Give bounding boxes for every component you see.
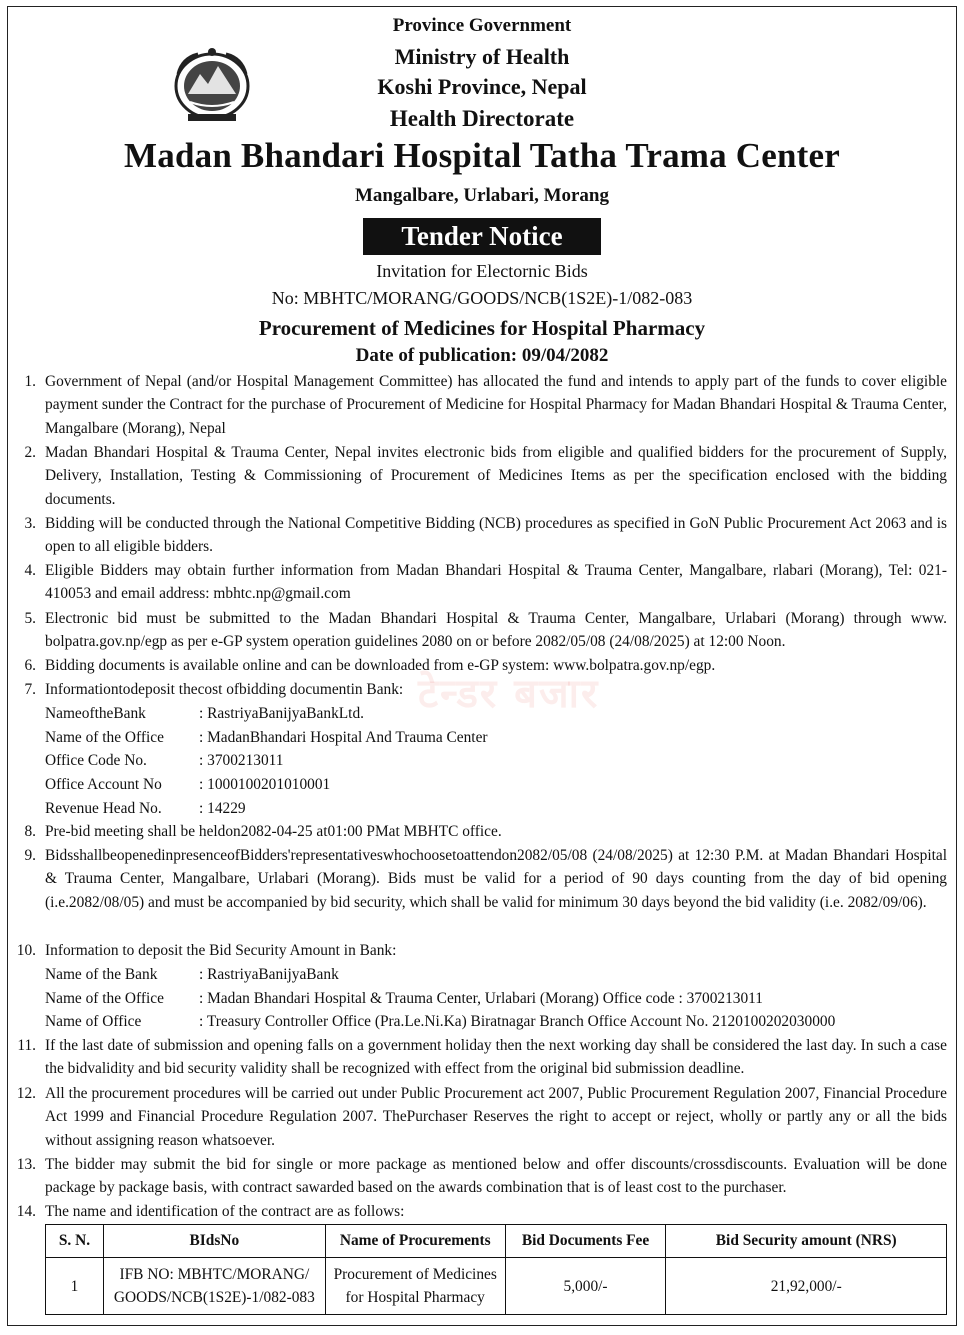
item-text: BidsshallbeopenedinpresenceofBidders'representativeswhochoosetoattendon2082/05/08 (24/08/2025) at 12:30 P.M. at Madan Bhandari Hospital & Trauma Center, Mangalbare, Urlabari (Morang). Bids must be valid for a period of 90 days counting from the day of bid opening (i.e.2082/08/05) and must be accompanied by bid security, which shall be valid for minimum 30 days beyond the bid validity (i.e. 2082/09/06).: [45, 847, 947, 911]
item-number: 4.: [24, 562, 36, 579]
bank-field-label: Office Account No: [45, 776, 162, 793]
hospital-address: Mangalbare, Urlabari, Morang: [354, 185, 609, 206]
bank-security-row: [45, 987, 763, 1010]
bank-field-value: : Madan Bhandari Hospital & Trauma Center, Urlabari (Morang) Office code : 3700213011: [199, 990, 764, 1007]
item-number: 1.: [24, 373, 36, 390]
procurement-title: Procurement of Medicines for Hospital Pharmacy: [258, 316, 706, 340]
item-text: Information to deposit the Bid Security Amount in Bank:: [45, 942, 397, 959]
notice-number: No: MBHTC/MORANG/GOODS/NCB(1S2E)-1/082-083: [271, 288, 693, 308]
bank-field-label: Office Code No.: [45, 752, 147, 769]
bank-security-row: [45, 963, 339, 986]
bank-field-value: : 3700213011: [199, 752, 284, 769]
bank-cost-row: [45, 749, 284, 772]
cell-bid-no: [103, 1258, 325, 1315]
bank-cost-row: [45, 773, 330, 796]
procurement-name-line: Procurement of Medicines: [333, 1266, 497, 1283]
item-number: 8.: [24, 823, 36, 840]
item-text: If the last date of submission and opening falls on a government holiday then the next working day shall be considered the last day. In such a case the bidvalidity and bid security validity shall be recognized with effect from the original bid submission deadline.: [45, 1037, 947, 1078]
bank-field-label: Name of Office: [45, 1013, 142, 1030]
bank-security-row: [45, 1010, 835, 1033]
bank-cost-row: [45, 702, 364, 725]
item-number: 7.: [24, 681, 36, 698]
column-header: Bid Documents Fee: [505, 1225, 666, 1258]
bank-cost-row: [45, 726, 488, 749]
item-text: All the procurement procedures will be carried out under Public Procurement act 2007, Public Procurement Regulation 2007, Financial Procedure Act 1999 and Financial Procedure Regulation 2007. ThePurchaser Reserves the right to accept or reject, wholly or partly any or all the bids without assigning reason whatsoever.: [45, 1085, 947, 1149]
item-text: Eligible Bidders may obtain further information from Madan Bhandari Hospital & Trauma Center, Mangalbare, rlabari (Morang), Tel: 021-410053 and email address: mbhtc.np@gmail.com: [45, 562, 947, 603]
bank-field-label: Name of the Office: [45, 990, 164, 1007]
header-directorate: Health Directorate: [389, 106, 575, 131]
bank-field-label: Revenue Head No.: [45, 800, 162, 817]
cell-security-amount: 21,92,000/-: [666, 1258, 947, 1315]
item-text: The name and identification of the contract are as follows:: [45, 1203, 405, 1220]
item-text: Government of Nepal (and/or Hospital Management Committee) has allocated the fund and intends to apply part of the funds to cover eligible payment sunder the Contract for the purchase of Procurement of Medicine for Hospital Pharmacy for Madan Bhandari Hospital & Trauma Center, Mangalbare (Morang), Nepal: [45, 373, 947, 437]
item-number: 6.: [24, 657, 36, 674]
item-text: Bidding will be conducted through the National Competitive Bidding (NCB) procedures as specified in GoN Public Procurement Act 2063 and is open to all eligible bidders.: [45, 515, 947, 556]
bank-field-label: NameoftheBank: [45, 705, 146, 722]
item-number: 14.: [16, 1203, 36, 1220]
invitation-line: Invitation for Electornic Bids: [376, 261, 588, 281]
bank-field-value: : 1000100201010001: [199, 776, 331, 793]
item-text: Madan Bhandari Hospital & Trauma Center, Nepal invites electronic bids from eligible and qualified bidders for the procurement of Supply, Delivery, Installation, Testing & Commissioning of Procurement of Medicines Items as per the specification enclosed with the bidding documents.: [45, 444, 947, 508]
item-number: 2.: [24, 444, 36, 461]
bank-cost-row: [45, 797, 246, 820]
tender-notice-title: Tender Notice: [363, 218, 601, 255]
item-number: 5.: [24, 610, 36, 627]
item-text: Informationtodeposit thecost ofbidding documentin Bank:: [45, 681, 404, 698]
item-text: Electronic bid must be submitted to the Madan Bhandari Hospital & Trauma Center, Mangalbare, Urlabari (Morang) through www. bolpatra.gov.np/egp as per e-GP system operation guidelines 2080 on or before 2082/05/08 (24/08/2025) at 12:00 Noon.: [45, 610, 947, 651]
item-number: 13.: [16, 1156, 36, 1173]
watermark: टेन्डर बजार: [418, 671, 600, 717]
table-row: [46, 1258, 947, 1315]
publication-date: Date of publication: 09/04/2082: [355, 345, 609, 366]
cell-sn: 1: [46, 1258, 104, 1315]
bid-no-line: GOODS/NCB(1S2E)-1/082-083: [113, 1289, 315, 1306]
bank-field-value: : RastriyaBanijyaBankLtd.: [199, 705, 364, 722]
item-number: 9.: [24, 847, 36, 864]
item-number: 12.: [16, 1085, 36, 1102]
header-koshi: Koshi Province, Nepal: [377, 74, 587, 99]
item-text: Pre-bid meeting shall be heldon2082-04-25 at01:00 PMat MBHTC office.: [45, 823, 502, 840]
item-number: 3.: [24, 515, 36, 532]
header-province: Province Government: [392, 15, 572, 36]
bank-field-value: : Treasury Controller Office (Pra.Le.Ni.Ka) Biratnagar Branch Office Account No. 2120100202030000: [199, 1013, 836, 1030]
bank-field-value: : MadanBhandari Hospital And Trauma Center: [199, 729, 488, 746]
table-header-row: [46, 1225, 947, 1258]
item-number: 10.: [16, 942, 36, 959]
bid-no-line: IFB NO: MBHTC/MORANG/: [119, 1266, 310, 1283]
column-header: BIdsNo: [103, 1225, 325, 1258]
bank-field-value: : 14229: [199, 800, 246, 817]
bank-field-value: : RastriyaBanijyaBank: [199, 966, 339, 983]
column-header: S. N.: [46, 1225, 104, 1258]
item-text: The bidder may submit the bid for single or more package as mentioned below and offer discounts/crossdiscounts. Evaluation will be done package by package basis, with contract sawarded based on the awards combination that is of least cost to the purchaser.: [45, 1156, 947, 1197]
bank-field-label: Name of the Bank: [45, 966, 158, 983]
item-number: 11.: [17, 1037, 36, 1054]
hospital-name: Madan Bhandari Hospital Tatha Trama Center: [124, 136, 840, 175]
item-text: Bidding documents is available online and can be downloaded from e-GP system: www.bolpatra.gov.np/egp.: [45, 657, 716, 674]
cell-procurement-name: [325, 1258, 505, 1315]
procurement-name-line: for Hospital Pharmacy: [345, 1289, 485, 1306]
bank-field-label: Name of the Office: [45, 729, 164, 746]
column-header: Name of Procurements: [325, 1225, 505, 1258]
header-ministry: Ministry of Health: [394, 44, 570, 69]
cell-doc-fee: 5,000/-: [505, 1258, 666, 1315]
column-header: Bid Security amount (NRS): [666, 1225, 947, 1258]
contract-table: [45, 1224, 947, 1315]
